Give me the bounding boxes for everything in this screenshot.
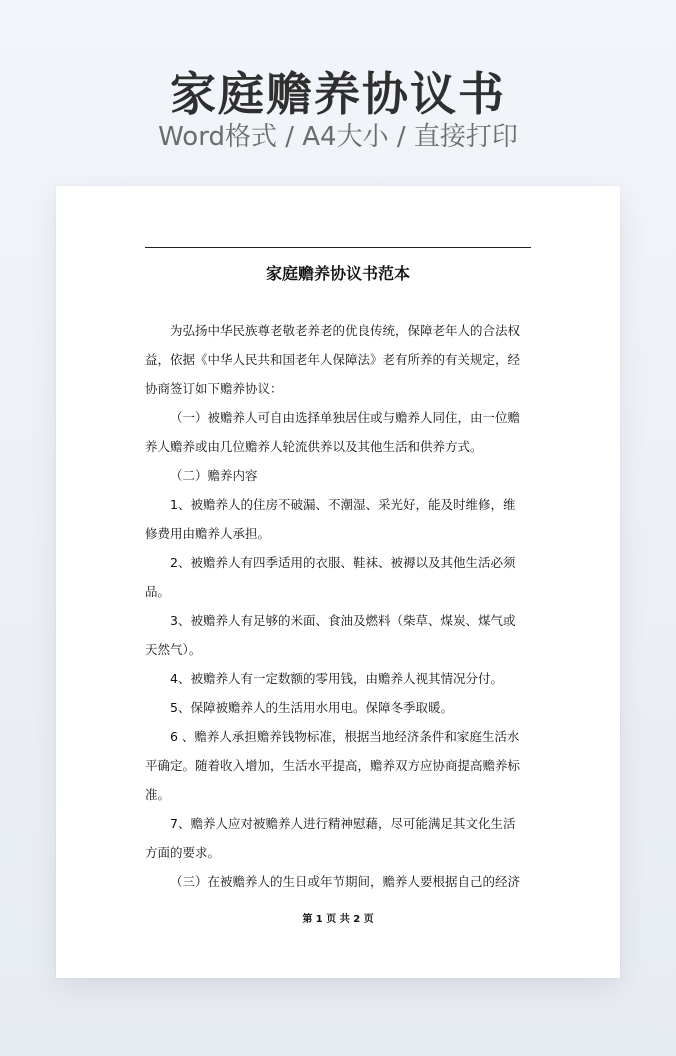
paragraph-line: （三）在被赡养人的生日或年节期间，赡养人要根据自己的经济 bbox=[170, 874, 521, 889]
paragraph-line: 准。 bbox=[145, 787, 171, 802]
paragraph-line: 4、被赡养人有一定数额的零用钱，由赡养人视其情况分付。 bbox=[170, 671, 503, 686]
paragraph-line: 2、被赡养人有四季适用的衣服、鞋袜、被褥以及其他生活必须 bbox=[170, 555, 516, 570]
main-title: 家庭赡养协议书 bbox=[170, 67, 506, 121]
paragraph-line: 方面的要求。 bbox=[145, 845, 221, 860]
paragraph-line: 6 、赡养人承担赡养钱物标准，根据当地经济条件和家庭生活水 bbox=[170, 729, 520, 744]
page-footer: 第 1 页 共 2 页 bbox=[302, 914, 374, 925]
paragraph-line: 修费用由赡养人承担。 bbox=[145, 526, 271, 541]
paragraph-line: 协商签订如下赡养协议： bbox=[145, 381, 283, 396]
paragraph-line: 7、赡养人应对被赡养人进行精神慰藉，尽可能满足其文化生活 bbox=[170, 816, 516, 831]
paragraph-line: 天然气）。 bbox=[145, 642, 202, 657]
paragraph-line: 5、保障被赡养人的生活用水用电。保障冬季取暖。 bbox=[170, 700, 453, 715]
paragraph-line: （二）赡养内容 bbox=[170, 468, 258, 483]
paragraph-line: 品。 bbox=[145, 584, 171, 599]
document-title: 家庭赡养协议书范本 bbox=[265, 264, 410, 283]
paragraph-line: 为弘扬中华民族尊老敬老养老的优良传统，保障老年人的合法权 bbox=[170, 323, 521, 338]
paragraph-line: 1、被赡养人的住房不破漏、不潮湿、采光好，能及时维修，维 bbox=[170, 497, 516, 512]
document-page bbox=[56, 186, 620, 978]
paragraph-line: （一）被赡养人可自由选择单独居住或与赡养人同住，由一位赡 bbox=[170, 410, 521, 425]
paragraph-line: 3、被赡养人有足够的米面、食油及燃料（柴草、煤炭、煤气或 bbox=[170, 613, 516, 628]
sub-title: Word格式 / A4大小 / 直接打印 bbox=[158, 122, 518, 152]
paragraph-line: 养人赡养或由几位赡养人轮流供养以及其他生活和供养方式。 bbox=[145, 439, 483, 454]
paragraph-line: 益，依据《中华人民共和国老年人保障法》老有所养的有关规定，经 bbox=[145, 352, 521, 367]
paragraph-line: 平确定。随着收入增加，生活水平提高，赡养双方应协商提高赡养标 bbox=[145, 758, 521, 773]
top-rule bbox=[145, 247, 531, 248]
